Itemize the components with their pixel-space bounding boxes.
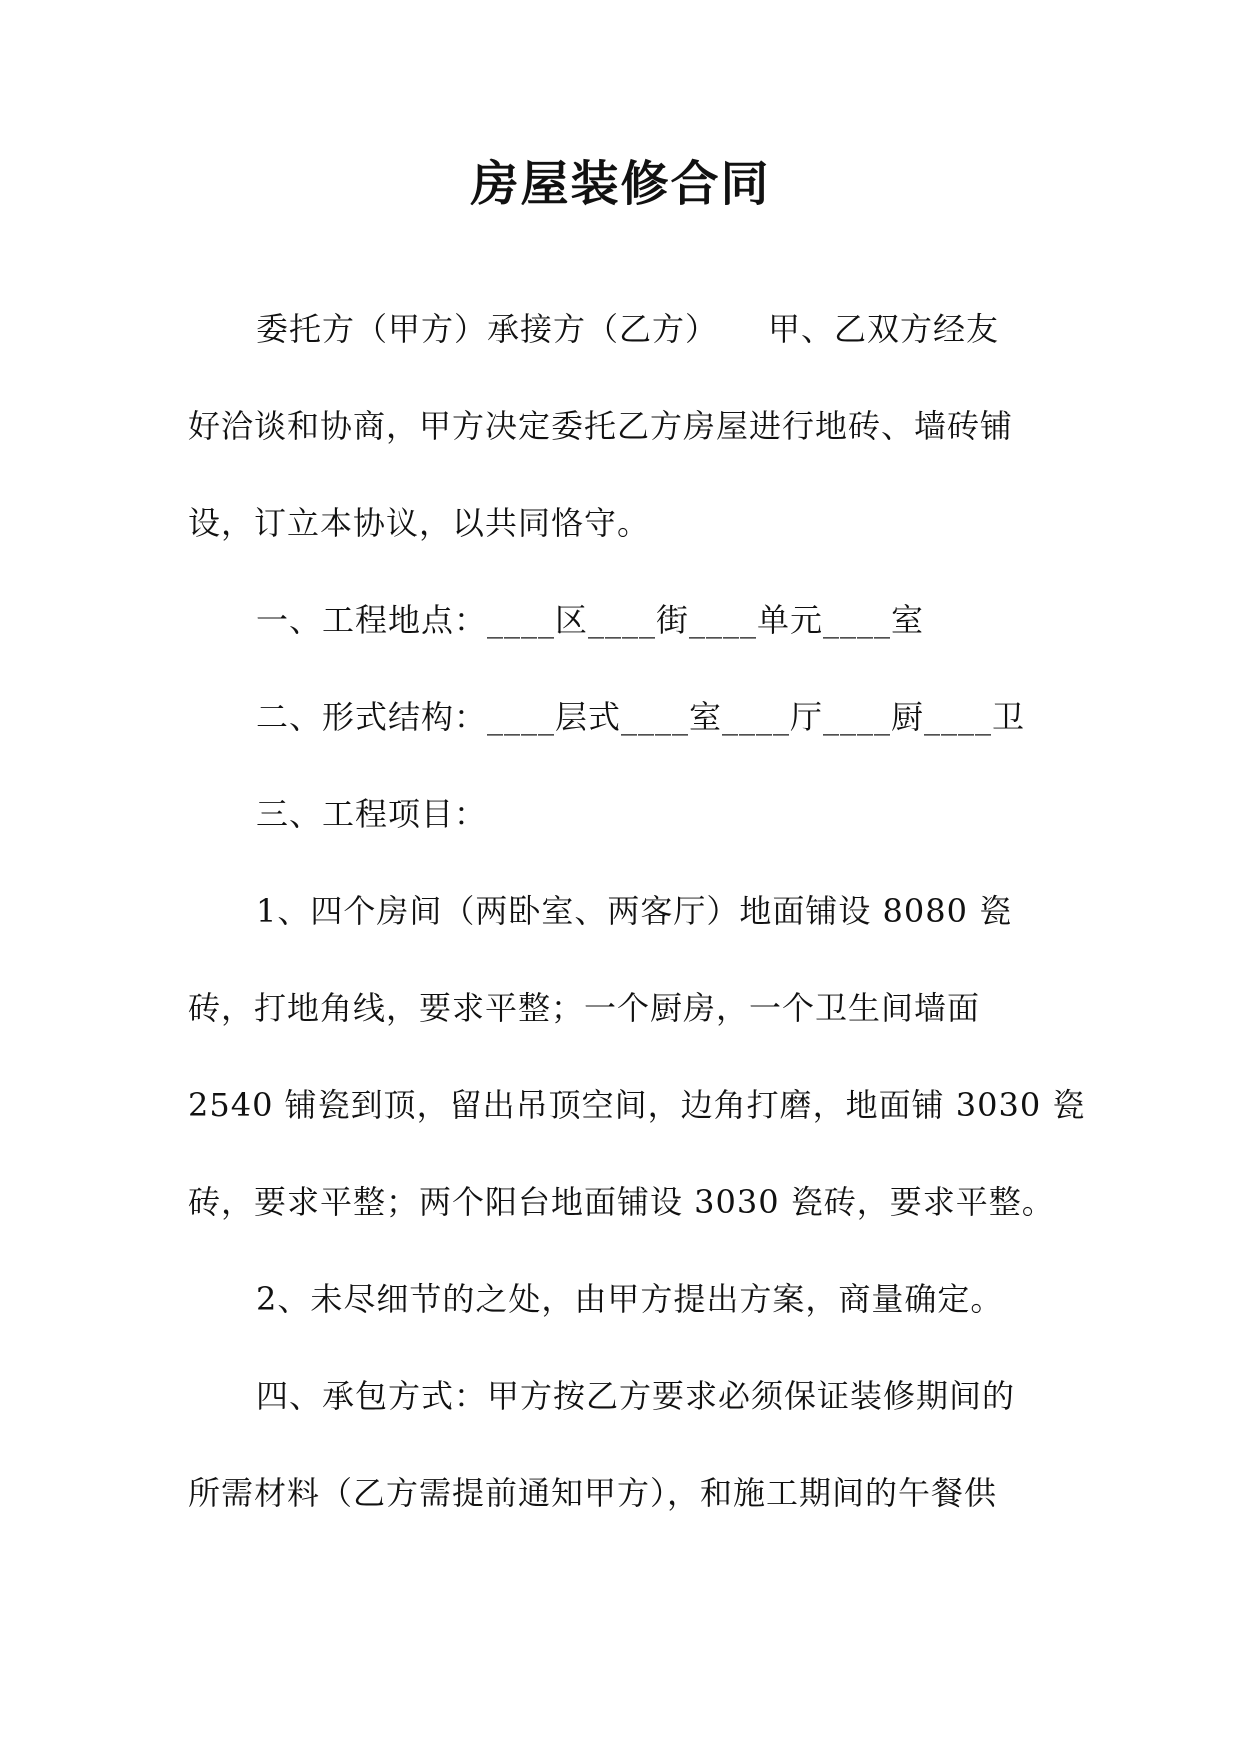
paragraph-line: 所需材料（乙方需提前通知甲方），和施工期间的午餐供 — [188, 1474, 998, 1512]
paragraph-line: 1、四个房间（两卧室、两客厅）地面铺设 8080 瓷 — [256, 892, 1013, 930]
paragraph-line: 委托方（甲方）承接方（乙方） 甲、乙双方经友 — [256, 310, 1000, 348]
paragraph-line: 砖，打地角线，要求平整；一个厨房，一个卫生间墙面 — [188, 989, 981, 1027]
paragraph-line: 二、形式结构：____层式____室____厅____厨____卫 — [256, 698, 1026, 736]
paragraph-line: 2540 铺瓷到顶，留出吊顶空间，边角打磨，地面铺 3030 瓷 — [188, 1086, 1086, 1124]
paragraph-line: 设，订立本协议，以共同恪守。 — [188, 504, 651, 542]
paragraph-line: 砖，要求平整；两个阳台地面铺设 3030 瓷砖，要求平整。 — [188, 1183, 1055, 1221]
paragraph-line: 一、工程地点：____区____街____单元____室 — [256, 601, 925, 639]
document-title: 房屋装修合同 — [470, 156, 771, 212]
paragraph-line: 三、工程项目： — [256, 795, 488, 833]
paragraph-line: 四、承包方式：甲方按乙方要求必须保证装修期间的 — [256, 1377, 1016, 1415]
paragraph-line: 2、未尽细节的之处，由甲方提出方案，商量确定。 — [256, 1280, 1004, 1318]
paragraph-line: 好洽谈和协商，甲方决定委托乙方房屋进行地砖、墙砖铺 — [188, 407, 1014, 445]
